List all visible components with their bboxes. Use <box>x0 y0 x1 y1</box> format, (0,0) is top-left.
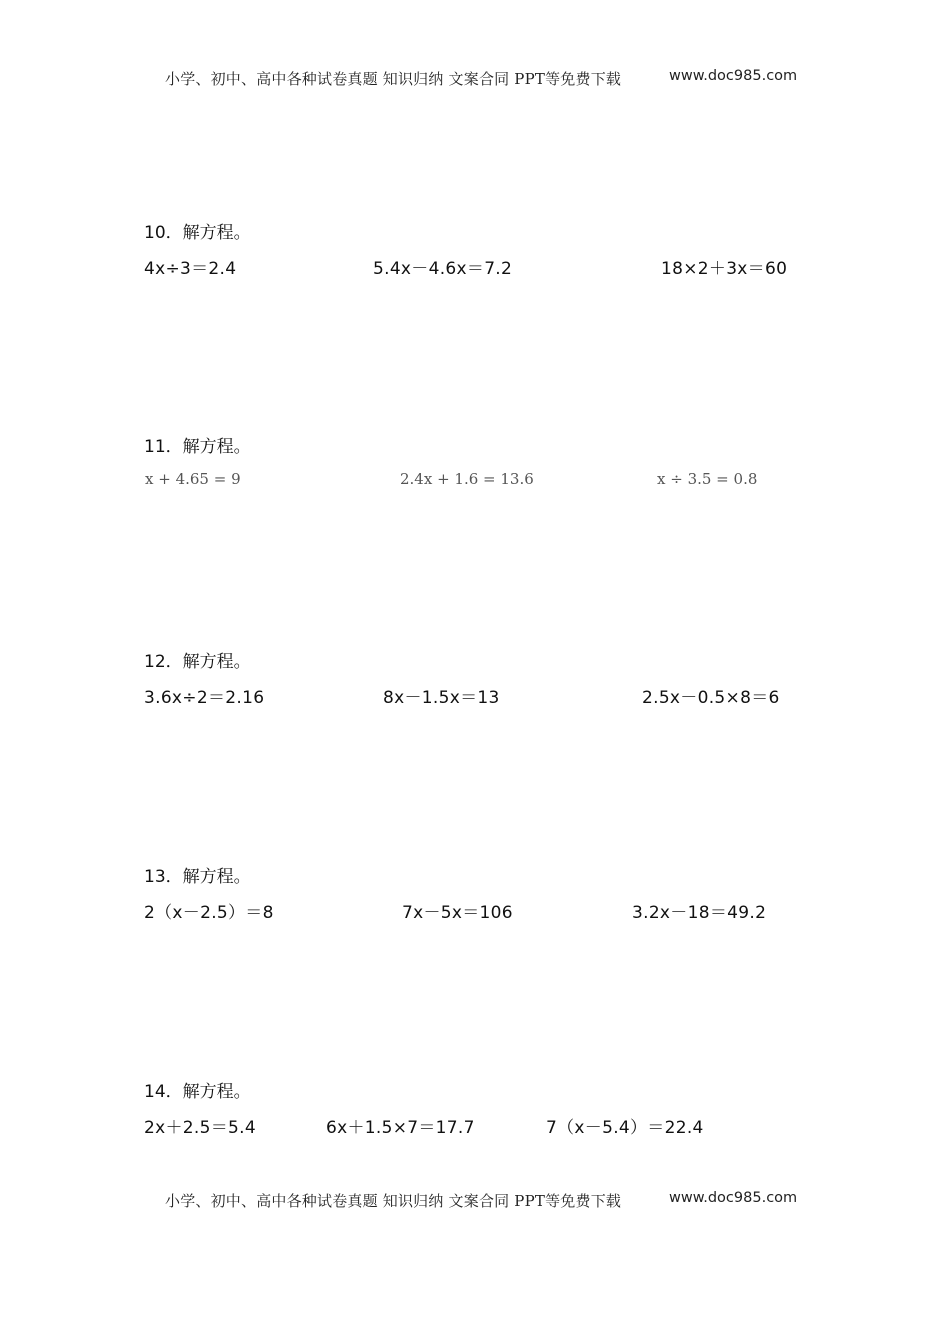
problem-10 <box>0 218 950 298</box>
problem-13 <box>0 862 950 942</box>
problem-title: 11．解方程。 <box>144 437 251 457</box>
equation: 4x÷3＝2.4 <box>144 259 237 279</box>
equation: 6x＋1.5×7＝17.7 <box>326 1118 475 1138</box>
equation: 7x－5x＝106 <box>402 903 513 923</box>
equation: 3.2x－18＝49.2 <box>632 903 767 923</box>
equation: 8x－1.5x＝13 <box>383 688 500 708</box>
equation: x ÷ 3.5 = 0.8 <box>657 470 758 488</box>
header-url[interactable]: www.doc985.com <box>669 68 798 84</box>
equation: 7（x－5.4）＝22.4 <box>546 1118 704 1138</box>
equation: 2x＋2.5＝5.4 <box>144 1118 256 1138</box>
problem-title: 13．解方程。 <box>144 867 251 887</box>
problem-title: 10．解方程。 <box>144 223 251 243</box>
header-text: 小学、初中、高中各种试卷真题 知识归纳 文案合同 PPT等免费下载 <box>165 70 622 88</box>
footer-text: 小学、初中、高中各种试卷真题 知识归纳 文案合同 PPT等免费下载 <box>165 1192 622 1210</box>
footer-url[interactable]: www.doc985.com <box>669 1190 798 1206</box>
equation: x + 4.65 = 9 <box>145 470 241 488</box>
problem-title: 12．解方程。 <box>144 652 251 672</box>
equation: 18×2＋3x＝60 <box>661 259 788 279</box>
problem-14 <box>0 1077 950 1157</box>
page-footer <box>0 1190 950 1214</box>
equation: 2.5x－0.5×8＝6 <box>642 688 780 708</box>
equation: 2（x－2.5）＝8 <box>144 903 274 923</box>
equation: 2.4x + 1.6 = 13.6 <box>400 470 534 488</box>
page-header <box>0 68 950 92</box>
equation: 3.6x÷2＝2.16 <box>144 688 265 708</box>
problem-title: 14．解方程。 <box>144 1082 251 1102</box>
problem-12 <box>0 647 950 727</box>
equation: 5.4x－4.6x＝7.2 <box>373 259 513 279</box>
problem-11 <box>0 432 950 512</box>
